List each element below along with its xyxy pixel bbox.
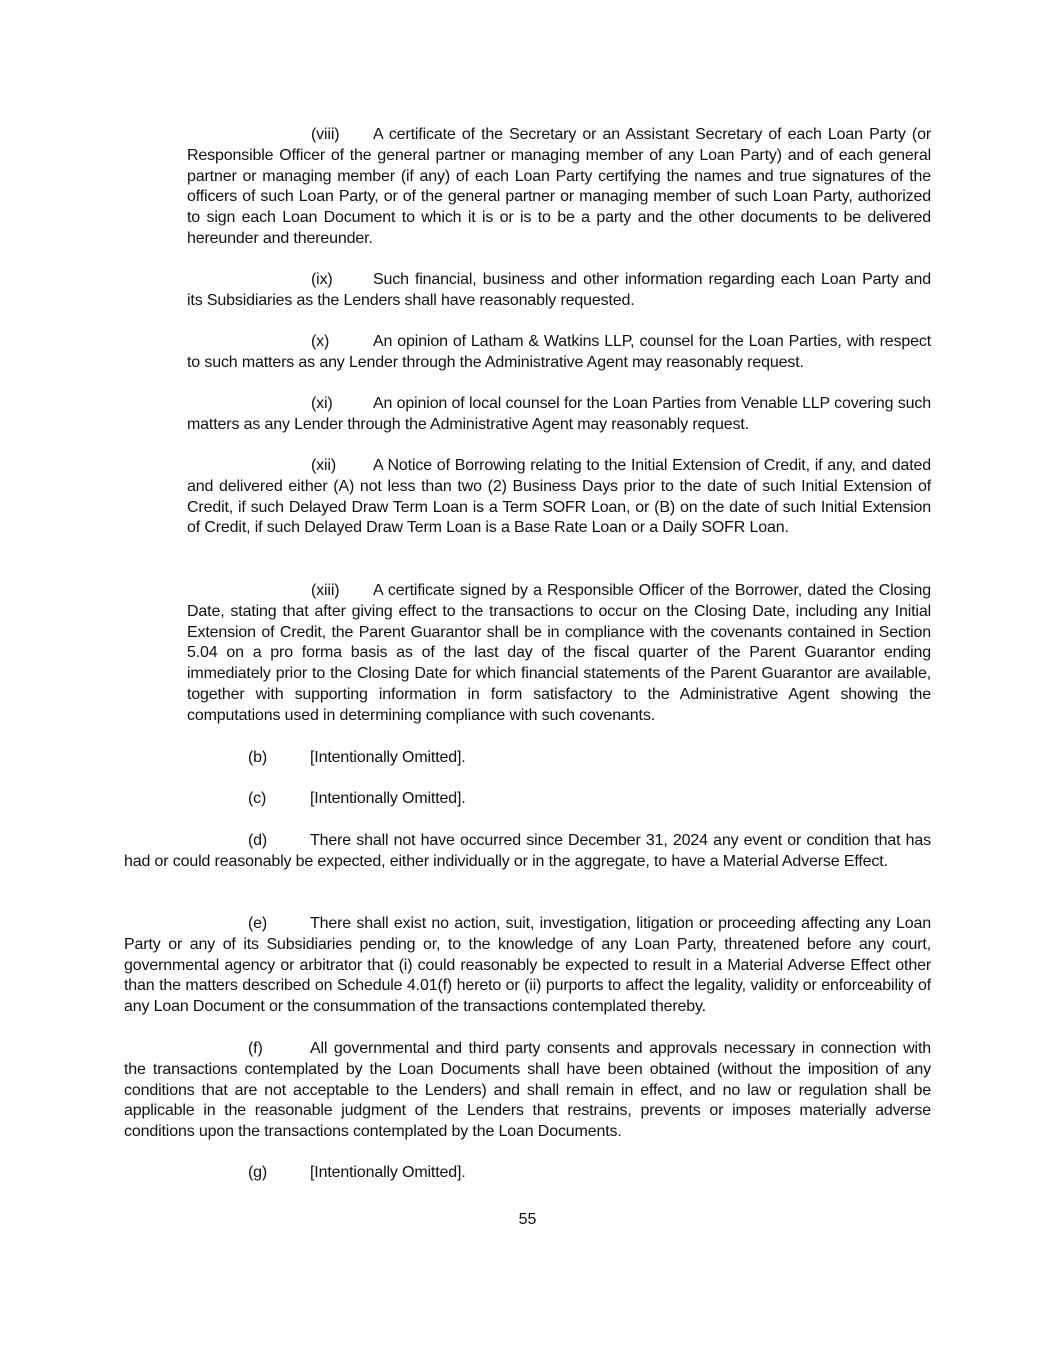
paragraph-c [124, 789, 931, 810]
paragraph-text: A certificate of the Secretary or an Assistant Secretary of each Loan Party (or Responsible Officer of the general partner or managing member of any Loan Party) and of each general partner or managing member (if any) of each Loan Party certifying the names and true signatures of the officers of such Loan Party, or of the general partner or managing member of such Loan Party, authorized to sign each Loan Document to which it is or is to be a party and the other documents to be delivered hereunder and thereunder. [187, 126, 931, 247]
paragraph-text: All governmental and third party consents and approvals necessary in connection with the transactions contemplated by the Loan Documents shall have been obtained (without the imposition of any conditions that are not acceptable to the Lenders) and shall remain in effect, and no law or regulation shall be applicable in the reasonable judgment of the Lenders that restrains, prevents or imposes materially adverse conditions upon the transactions contemplated by the Loan Documents. [124, 1040, 931, 1141]
paragraph-label: (x) [311, 333, 330, 350]
paragraph-b [124, 748, 931, 769]
paragraph-text: There shall not have occurred since December 31, 2024 any event or condition that has had or could reasonably be expected, either individually or in the aggregate, to have a Material Adverse Effect. [124, 832, 931, 870]
paragraph-text: [Intentionally Omitted]. [310, 790, 466, 807]
paragraph-text: An opinion of Latham & Watkins LLP, counsel for the Loan Parties, with respect to such matters as any Lender through the Administrative Agent may reasonably request. [187, 333, 931, 371]
paragraph-text: [Intentionally Omitted]. [310, 1164, 466, 1181]
paragraph-label: (b) [248, 749, 268, 766]
paragraph-e [124, 914, 931, 1018]
paragraph-d [124, 831, 931, 873]
paragraph-text: A certificate signed by a Responsible Officer of the Borrower, dated the Closing Date, stating that after giving effect to the transactions to occur on the Closing Date, including any Initial Extension of Credit, the Parent Guarantor shall be in compliance with the covenants contained in Section 5.04 on a pro forma basis as of the last day of the fiscal quarter of the Parent Guarantor ending immediately prior to the Closing Date for which financial statements of the Parent Guarantor are available, together with supporting information in form satisfactory to the Administrative Agent showing the computations used in determining compliance with such covenants. [187, 582, 931, 724]
paragraph-label: (f) [248, 1040, 263, 1057]
paragraph-xi [187, 394, 931, 436]
paragraph-ix [187, 270, 931, 312]
paragraph-xii [187, 456, 931, 539]
paragraph-g [124, 1163, 931, 1184]
paragraph-label: (xi) [311, 395, 333, 412]
paragraph-f [124, 1039, 931, 1143]
paragraph-label: (viii) [311, 126, 340, 143]
paragraph-text: [Intentionally Omitted]. [310, 749, 466, 766]
paragraph-label: (g) [248, 1164, 268, 1181]
page-number: 55 [518, 1211, 537, 1228]
paragraph-label: (d) [248, 832, 268, 849]
paragraph-label: (c) [248, 790, 267, 807]
paragraph-text: An opinion of local counsel for the Loan Parties from Venable LLP covering such matters as any Lender through the Administrative Agent may reasonably request. [187, 395, 931, 433]
paragraph-text: Such financial, business and other information regarding each Loan Party and its Subsidiaries as the Lenders shall have reasonably requested. [187, 271, 931, 309]
paragraph-xiii [187, 581, 931, 727]
paragraph-text: There shall exist no action, suit, investigation, litigation or proceeding affecting any Loan Party or any of its Subsidiaries pending or, to the knowledge of any Loan Party, threatened before any court, governmental agency or arbitrator that (i) could reasonably be expected to result in a Material Adverse Effect other than the matters described on Schedule 4.01(f) hereto or (ii) purports to affect the legality, validity or enforceability of any Loan Document or the consummation of the transactions contemplated thereby. [124, 915, 931, 1016]
paragraph-label: (xiii) [311, 582, 340, 599]
paragraph-text: A Notice of Borrowing relating to the Initial Extension of Credit, if any, and dated and delivered either (A) not less than two (2) Business Days prior to the date of such Initial Extension of Credit, if such Delayed Draw Term Loan is a Term SOFR Loan, or (B) on the date of such Initial Extension of Credit, if such Delayed Draw Term Loan is a Base Rate Loan or a Daily SOFR Loan. [187, 457, 931, 537]
paragraph-label: (ix) [311, 271, 333, 288]
paragraph-viii [187, 125, 931, 250]
paragraph-label: (e) [248, 915, 268, 932]
paragraph-x [187, 332, 931, 374]
paragraph-label: (xii) [311, 457, 337, 474]
